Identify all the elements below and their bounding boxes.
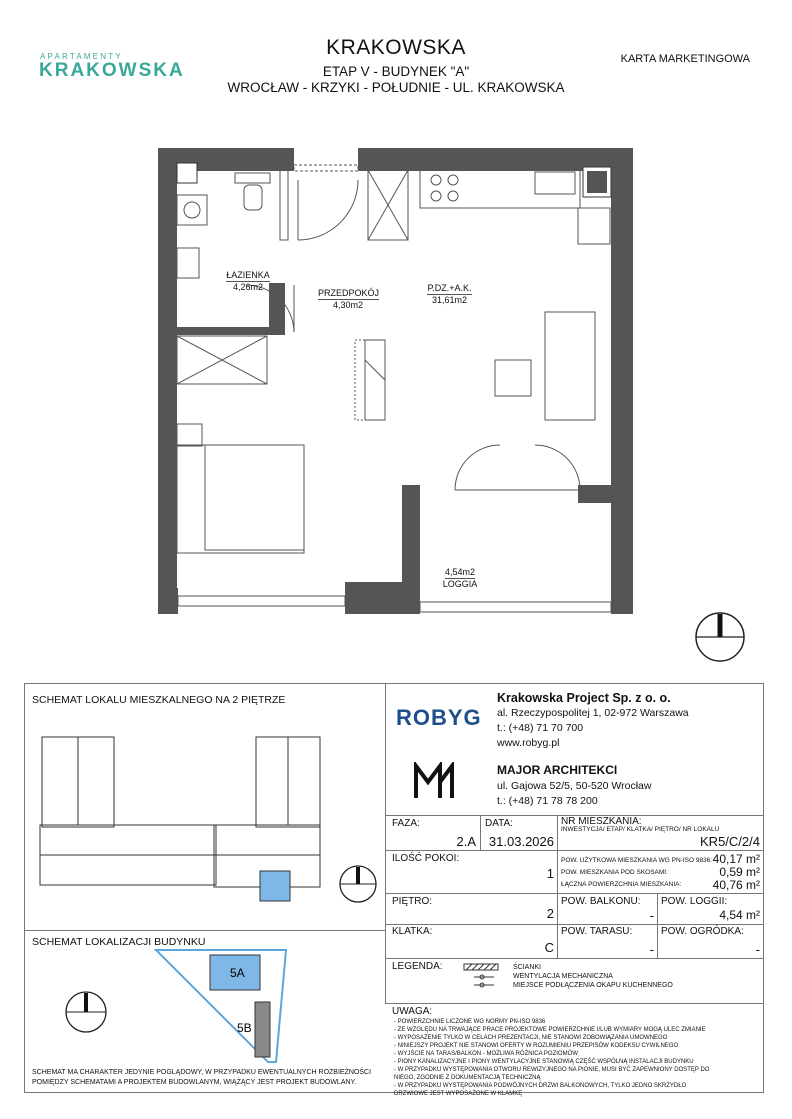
note-item: - WYJŚCIE NA TARAS/BALKON - MOŻLIWA RÓŻNICA POZIOMÓW — [394, 1051, 578, 1057]
architect-name: MAJOR ARCHITEKCI — [497, 763, 618, 777]
legend-item-scianki: ŚCIANKI — [513, 964, 542, 971]
balkon-value: - — [649, 908, 654, 923]
notes-title: UWAGA: — [392, 1006, 433, 1017]
nr-label: NR MIESZKANIA: — [561, 816, 642, 827]
legend-title: LEGENDA: — [392, 961, 443, 972]
location-subtitle: WROCŁAW - KRZYKI - POŁUDNIE - UL. KRAKOWSKA — [227, 80, 565, 95]
note-item: - PIONY KANALIZACYJNE I PIONY WENTYLACYJNE STANOWIĄ CZĘŚĆ WSPÓLNĄ INSTALACJI BUDYNKU — [394, 1059, 694, 1065]
room-living: P.DZ.+A.K. 31,61m2 — [427, 283, 472, 305]
logo-subtitle: APARTAMENTY — [40, 52, 123, 61]
nr-value: KR5/C/2/4 — [700, 834, 760, 849]
architect-phone: t.: (+48) 71 78 78 200 — [497, 795, 598, 807]
taras-label: POW. TARASU: — [561, 926, 633, 937]
ogrodek-label: POW. OGRÓDKA: — [661, 926, 744, 937]
wall-right-upper — [611, 148, 633, 498]
wall-right-lower — [611, 498, 633, 614]
loggia-value: 4,54 m² — [719, 908, 760, 922]
location-schema — [150, 947, 290, 1067]
nr-sublabel: INWESTYCJA/ ETAP/ KLATKA/ PIĘTRO/ NR LOKALU — [561, 826, 720, 833]
north-arrow-icon — [694, 611, 746, 663]
loggia-label: POW. LOGGII: — [661, 896, 728, 907]
pow-laczna-value: 40,76 m² — [712, 878, 760, 892]
stage-subtitle: ETAP V - BUDYNEK "A" — [322, 64, 470, 79]
schemat-lokalizacji-title: SCHEMAT LOKALIZACJI BUDYNKU — [32, 936, 206, 948]
faza-label: FAZA: — [392, 818, 420, 829]
ogrodek-value: - — [755, 942, 760, 957]
architect-address: ul. Gajowa 52/5, 50-520 Wrocław — [497, 780, 652, 792]
developer-phone: t.: (+48) 71 70 700 — [497, 722, 584, 734]
note-item: - W PRZYPADKU WYSTĘPOWANIA OTWORU REWIZYJNEGO NA PIONIE, MUSI BYĆ ZAPEWNIONY DOSTĘP DO NIEGO, ZGODNIE Z DOKUMENTACJĄ TECHNICZNĄ — [394, 1067, 710, 1081]
pokoi-label: ILOŚĆ POKOI: — [392, 853, 460, 864]
card-type: KARTA MARKETINGOWA — [620, 53, 750, 65]
page-title: KRAKOWSKA — [326, 36, 466, 59]
developer-web: www.robyg.pl — [497, 737, 560, 749]
pietro-label: PIĘTRO: — [392, 896, 433, 907]
pietro-value: 2 — [546, 906, 554, 921]
wall-bottom-middle — [345, 582, 420, 614]
room-hallway: PRZEDPOKÓJ 4,30m2 — [318, 288, 380, 310]
klatka-value: C — [544, 940, 554, 955]
building-5b-label: 5B — [237, 1021, 252, 1035]
building-5a-label: 5A — [230, 966, 245, 980]
legend-symbols — [462, 962, 502, 992]
pow-skos-label: POW. MIESZKANIA POD SKOSAMI: — [561, 869, 668, 876]
developer-address: al. Rzeczypospolitej 1, 02-972 Warszawa — [497, 707, 689, 719]
faza-value: 2.A — [456, 834, 476, 849]
north-arrow-loc-icon — [64, 990, 108, 1034]
note-item: - W PRZYPADKU WYSTĘPOWANIA PODWÓJNYCH DRZWI BALKONOWYCH, TYLKO JEDNO SKRZYDŁO DRZWIOWE JEST WYPOSAŻONE W KLAMKĘ — [394, 1083, 687, 1097]
data-label: DATA: — [485, 818, 513, 829]
legend-item-wentylacja: WENTYLACJA MECHANICZNA — [513, 973, 613, 980]
schemat-lokalu-title: SCHEMAT LOKALU MIESZKALNEGO NA 2 PIĘTRZE — [32, 694, 286, 706]
highlighted-unit — [260, 871, 290, 901]
data-value: 31.03.2026 — [488, 834, 554, 849]
pow-uz-label: POW. UŻYTKOWA MIESZKANIA WG PN-ISO 9836: — [561, 857, 713, 864]
wall-loggia-corner — [578, 485, 614, 503]
logo-title: KRAKOWSKA — [39, 60, 185, 81]
note-item: - WYPOSAŻENIE TYLKO W CELACH PREZENTACJI, NIE STANOWI ZOBOWIĄZANIA UMOWNEGO — [394, 1035, 668, 1041]
pow-uz-value: 40,17 m² — [712, 852, 760, 866]
wall-left — [158, 148, 177, 614]
note-item: - POWIERZCHNIE LICZONE WG NORMY PN-ISO 9836 — [394, 1019, 546, 1025]
room-bathroom: ŁAZIENKA 4,26m2 — [226, 270, 270, 292]
developer-name: Krakowska Project Sp. z o. o. — [497, 691, 671, 705]
legend-item-okap: MIEJSCE PODŁĄCZENIA OKAPU KUCHENNEGO — [513, 982, 673, 989]
wall-bottom-left — [158, 588, 178, 614]
pokoi-value: 1 — [546, 866, 554, 881]
robyg-logo: ROBYG — [396, 705, 482, 730]
room-loggia: 4,54m2 LOGGIA — [442, 567, 478, 589]
notes-list — [394, 1018, 714, 1098]
taras-value: - — [649, 942, 654, 957]
building-schema — [38, 733, 338, 913]
north-arrow-small-icon — [338, 864, 378, 904]
note-item: - NINIEJSZY PROJEKT NIE STANOWI OFERTY W ROZUMIENIU PRZEPISÓW KODEKSU CYWILNEGO — [394, 1043, 679, 1049]
major-architekci-logo-icon — [412, 762, 462, 802]
floor-plan — [150, 140, 650, 620]
pow-skos-value: 0,59 m² — [719, 865, 760, 879]
wall-bath-bottom — [177, 327, 282, 335]
klatka-label: KLATKA: — [392, 926, 433, 937]
wall-loggia-left — [402, 485, 420, 585]
note-item: - ZE WZGLĘDU NA TRWAJĄCE PRACE PROJEKTOWE POWIERZCHNIE I/LUB WYMIARY MOGĄ ULEC ZMIANIE — [394, 1027, 706, 1033]
balkon-label: POW. BALKONU: — [561, 896, 641, 907]
disclaimer: SCHEMAT MA CHARAKTER JEDYNIE POGLĄDOWY, W PRZYPADKU EWENTUALNYCH ROZBIEŻNOŚCI POMIĘDZY SCHEMATAMI A PROJEKTEM BUDOWLANYM, WIĄŻĄCY JEST PROJEKT BUDOWLANY. — [32, 1069, 372, 1086]
pow-laczna-label: ŁĄCZNA POWIERZCHNIA MIESZKANIA: — [561, 881, 682, 888]
